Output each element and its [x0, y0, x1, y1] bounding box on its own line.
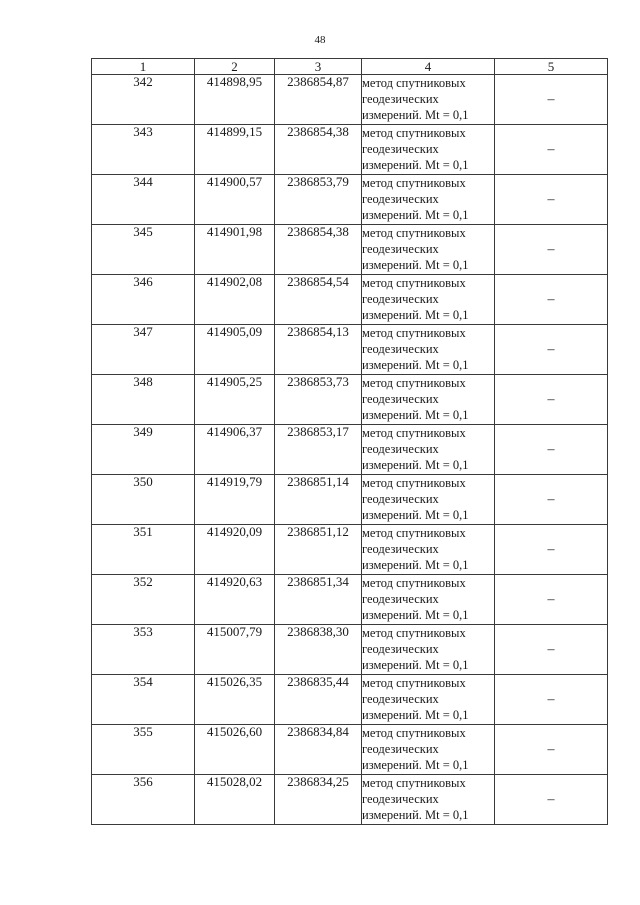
note-cell: –: [495, 775, 608, 825]
method-line: метод спутниковых: [362, 326, 466, 340]
note-cell: –: [495, 425, 608, 475]
method-line: геодезических: [362, 592, 439, 606]
point-number: 356: [92, 775, 195, 825]
coordinate-x: 414905,25: [195, 375, 275, 425]
method-cell: [362, 775, 495, 825]
point-number: 348: [92, 375, 195, 425]
table-row: [92, 125, 608, 175]
method-line: метод спутниковых: [362, 176, 466, 190]
point-number: 353: [92, 625, 195, 675]
point-number: 354: [92, 675, 195, 725]
note-cell: –: [495, 125, 608, 175]
coordinate-x: 414906,37: [195, 425, 275, 475]
note-cell: –: [495, 325, 608, 375]
coordinate-y: 2386838,30: [275, 625, 362, 675]
method-line: геодезических: [362, 642, 439, 656]
method-line: метод спутниковых: [362, 726, 466, 740]
method-cell: [362, 675, 495, 725]
coordinate-x: 414905,09: [195, 325, 275, 375]
method-cell: [362, 425, 495, 475]
coordinate-y: 2386853,17: [275, 425, 362, 475]
method-cell: [362, 375, 495, 425]
method-line: измерений. Mt = 0,1: [362, 108, 469, 122]
method-line: метод спутниковых: [362, 376, 466, 390]
method-cell: [362, 575, 495, 625]
method-line: измерений. Mt = 0,1: [362, 558, 469, 572]
table-row: [92, 625, 608, 675]
header-col-4: 4: [362, 59, 495, 75]
method-line: геодезических: [362, 392, 439, 406]
table-row: [92, 775, 608, 825]
method-line: геодезических: [362, 192, 439, 206]
coordinate-x: 414919,79: [195, 475, 275, 525]
method-cell: [362, 525, 495, 575]
point-number: 343: [92, 125, 195, 175]
method-line: измерений. Mt = 0,1: [362, 758, 469, 772]
coordinate-y: 2386834,84: [275, 725, 362, 775]
method-cell: [362, 275, 495, 325]
header-col-1: 1: [92, 59, 195, 75]
method-line: метод спутниковых: [362, 626, 466, 640]
coordinate-y: 2386854,54: [275, 275, 362, 325]
coordinate-x: 415026,60: [195, 725, 275, 775]
table-body: [92, 75, 608, 825]
point-number: 355: [92, 725, 195, 775]
method-line: метод спутниковых: [362, 676, 466, 690]
header-col-5: 5: [495, 59, 608, 75]
method-line: метод спутниковых: [362, 476, 466, 490]
coordinate-y: 2386835,44: [275, 675, 362, 725]
method-line: геодезических: [362, 92, 439, 106]
table-row: [92, 175, 608, 225]
note-cell: –: [495, 75, 608, 125]
point-number: 347: [92, 325, 195, 375]
coordinate-x: 414920,63: [195, 575, 275, 625]
header-col-3: 3: [275, 59, 362, 75]
coordinate-y: 2386853,79: [275, 175, 362, 225]
coordinate-x: 414902,08: [195, 275, 275, 325]
coordinate-y: 2386851,14: [275, 475, 362, 525]
method-line: измерений. Mt = 0,1: [362, 508, 469, 522]
method-line: измерений. Mt = 0,1: [362, 608, 469, 622]
method-line: измерений. Mt = 0,1: [362, 458, 469, 472]
coordinate-x: 414901,98: [195, 225, 275, 275]
note-cell: –: [495, 725, 608, 775]
note-cell: –: [495, 225, 608, 275]
point-number: 352: [92, 575, 195, 625]
method-line: геодезических: [362, 442, 439, 456]
method-line: измерений. Mt = 0,1: [362, 358, 469, 372]
table-row: [92, 575, 608, 625]
coordinate-y: 2386851,12: [275, 525, 362, 575]
table-row: [92, 275, 608, 325]
method-line: геодезических: [362, 742, 439, 756]
coordinates-table: [91, 58, 608, 825]
method-cell: [362, 475, 495, 525]
coordinate-x: 415007,79: [195, 625, 275, 675]
method-line: измерений. Mt = 0,1: [362, 258, 469, 272]
method-cell: [362, 75, 495, 125]
note-cell: –: [495, 525, 608, 575]
method-line: геодезических: [362, 492, 439, 506]
note-cell: –: [495, 375, 608, 425]
table-row: [92, 325, 608, 375]
coordinate-x: 414920,09: [195, 525, 275, 575]
method-line: геодезических: [362, 792, 439, 806]
note-cell: –: [495, 475, 608, 525]
method-cell: [362, 625, 495, 675]
point-number: 351: [92, 525, 195, 575]
coordinate-y: 2386854,38: [275, 225, 362, 275]
method-line: метод спутниковых: [362, 776, 466, 790]
coordinate-y: 2386854,38: [275, 125, 362, 175]
method-line: измерений. Mt = 0,1: [362, 408, 469, 422]
method-line: геодезических: [362, 242, 439, 256]
method-line: геодезических: [362, 542, 439, 556]
point-number: 345: [92, 225, 195, 275]
table-row: [92, 475, 608, 525]
method-line: измерений. Mt = 0,1: [362, 708, 469, 722]
table-row: [92, 725, 608, 775]
method-cell: [362, 225, 495, 275]
coordinate-x: 414900,57: [195, 175, 275, 225]
coordinate-y: 2386853,73: [275, 375, 362, 425]
coordinate-x: 415028,02: [195, 775, 275, 825]
note-cell: –: [495, 625, 608, 675]
method-line: метод спутниковых: [362, 126, 466, 140]
table-header: [92, 59, 608, 75]
point-number: 342: [92, 75, 195, 125]
table-row: [92, 225, 608, 275]
coordinate-x: 414899,15: [195, 125, 275, 175]
method-line: метод спутниковых: [362, 276, 466, 290]
method-line: измерений. Mt = 0,1: [362, 208, 469, 222]
page-number: 48: [314, 34, 326, 46]
method-cell: [362, 175, 495, 225]
method-line: метод спутниковых: [362, 76, 466, 90]
method-line: метод спутниковых: [362, 526, 466, 540]
method-line: измерений. Mt = 0,1: [362, 808, 469, 822]
method-line: измерений. Mt = 0,1: [362, 658, 469, 672]
method-line: метод спутниковых: [362, 426, 466, 440]
note-cell: –: [495, 275, 608, 325]
point-number: 349: [92, 425, 195, 475]
method-line: метод спутниковых: [362, 576, 466, 590]
method-line: геодезических: [362, 342, 439, 356]
table-row: [92, 375, 608, 425]
method-line: геодезических: [362, 142, 439, 156]
coordinate-y: 2386854,87: [275, 75, 362, 125]
note-cell: –: [495, 675, 608, 725]
point-number: 346: [92, 275, 195, 325]
method-cell: [362, 725, 495, 775]
method-line: измерений. Mt = 0,1: [362, 308, 469, 322]
method-cell: [362, 325, 495, 375]
note-cell: –: [495, 175, 608, 225]
coordinate-y: 2386834,25: [275, 775, 362, 825]
header-row: [92, 59, 608, 75]
method-line: измерений. Mt = 0,1: [362, 158, 469, 172]
coordinate-y: 2386854,13: [275, 325, 362, 375]
method-cell: [362, 125, 495, 175]
coordinate-x: 414898,95: [195, 75, 275, 125]
note-cell: –: [495, 575, 608, 625]
table-row: [92, 525, 608, 575]
point-number: 344: [92, 175, 195, 225]
coordinate-y: 2386851,34: [275, 575, 362, 625]
coordinate-x: 415026,35: [195, 675, 275, 725]
method-line: метод спутниковых: [362, 226, 466, 240]
header-col-2: 2: [195, 59, 275, 75]
method-line: геодезических: [362, 692, 439, 706]
table-row: [92, 75, 608, 125]
table-row: [92, 675, 608, 725]
method-line: геодезических: [362, 292, 439, 306]
point-number: 350: [92, 475, 195, 525]
table-row: [92, 425, 608, 475]
